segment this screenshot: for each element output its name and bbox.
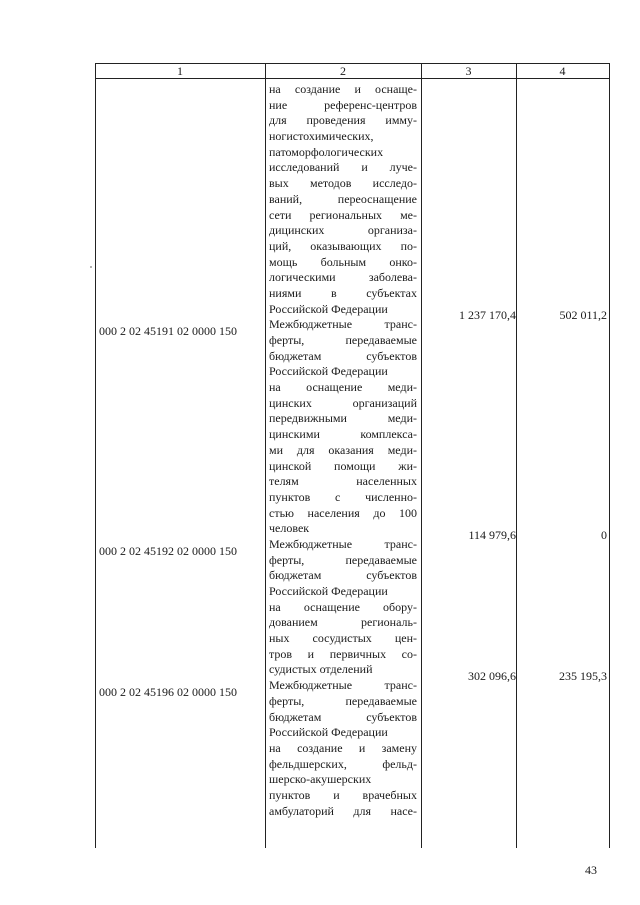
text-line: ногистохимических, <box>269 129 374 144</box>
text-line: ных сосудистых цен- <box>269 631 417 646</box>
row-value-col4: 235 195,3 <box>559 669 607 683</box>
header-col-2: 2 <box>340 64 346 78</box>
text-line: телям населенных <box>269 474 417 489</box>
text-line: исследований и луче- <box>269 160 417 175</box>
text-line: Российской Федерации <box>269 301 388 316</box>
row-value-col4: 0 <box>601 528 607 542</box>
text-line: стью населения до 100 <box>269 505 417 520</box>
row-value-col3: 114 979,6 <box>468 528 516 542</box>
row-code: 000 2 02 45192 02 0000 150 <box>99 544 237 558</box>
header-col-4: 4 <box>559 64 566 78</box>
text-line: на создание и замену <box>269 740 417 755</box>
text-line: амбулаторий для насе- <box>269 803 417 818</box>
text-line: ми для оказания меди- <box>269 442 417 457</box>
text-line: человек <box>269 521 310 536</box>
text-line: цинскими комплекса- <box>269 427 417 442</box>
description-column <box>269 82 417 819</box>
text-line: ниями в субъектах <box>269 285 417 300</box>
text-line: логическими заболева- <box>269 270 417 285</box>
text-line: цинских организаций <box>269 395 417 410</box>
text-line: Межбюджетные транс- <box>269 678 417 693</box>
text-line: судистых отделений <box>269 662 373 677</box>
text-line: бюджетам субъектов <box>269 348 417 363</box>
text-line: сети региональных ме- <box>269 207 417 222</box>
text-line: мощь больным онко- <box>269 254 417 269</box>
header-col-3: 3 <box>465 64 472 78</box>
text-line: Российской Федерации <box>269 364 388 379</box>
text-line: на создание и оснаще- <box>269 82 417 96</box>
row-code: 000 2 02 45191 02 0000 150 <box>99 324 237 338</box>
text-line: пунктов и врачебных <box>269 787 417 802</box>
text-line: Межбюджетные транс- <box>269 317 417 332</box>
text-line: на оснащение обору- <box>269 599 417 614</box>
text-line: бюджетам субъектов <box>269 709 417 724</box>
text-line: Межбюджетные транс- <box>269 536 417 551</box>
text-line: ций, оказывающих по- <box>269 238 417 253</box>
text-line: ферты, передаваемые <box>269 552 417 567</box>
budget-table <box>95 63 610 848</box>
text-line: фельдшерских, фельд- <box>269 756 417 771</box>
text-line: для проведения имму- <box>269 113 417 128</box>
text-line: бюджетам субъектов <box>269 568 417 583</box>
table-border-right <box>609 63 610 848</box>
text-line: ние референс-центров <box>269 97 417 112</box>
text-line: передвижными меди- <box>269 411 417 426</box>
text-line: вых методов исследо- <box>269 176 417 191</box>
text-line: дицинских организа- <box>269 223 417 238</box>
text-line: пунктов с численно- <box>269 489 417 504</box>
row-value-col4: 502 011,2 <box>559 308 607 322</box>
text-line: патоморфологических <box>269 144 384 159</box>
column-divider-2 <box>421 63 422 848</box>
text-line: на оснащение меди- <box>269 380 417 395</box>
column-divider-3 <box>516 63 517 848</box>
text-line: цинской помощи жи- <box>269 458 417 473</box>
page-number: 43 <box>585 863 597 877</box>
text-line: Российской Федерации <box>269 725 388 740</box>
row-value-col3: 302 096,6 <box>468 669 516 683</box>
text-line: Российской Федерации <box>269 584 388 598</box>
column-divider-1 <box>265 63 266 848</box>
text-line: тров и первичных со- <box>269 646 417 661</box>
table-border-left <box>95 63 96 848</box>
text-line: шерско-акушерских <box>269 772 372 787</box>
text-line: ферты, передаваемые <box>269 333 417 347</box>
row-value-col3: 1 237 170,4 <box>459 308 516 322</box>
row-code: 000 2 02 45196 02 0000 150 <box>99 685 237 699</box>
scan-speck <box>90 266 92 268</box>
text-line: ферты, передаваемые <box>269 693 417 708</box>
text-line: ваний, переоснащение <box>269 191 417 206</box>
header-col-1: 1 <box>177 64 183 78</box>
header-divider <box>95 78 610 79</box>
text-line: дованием региональ- <box>269 615 417 630</box>
